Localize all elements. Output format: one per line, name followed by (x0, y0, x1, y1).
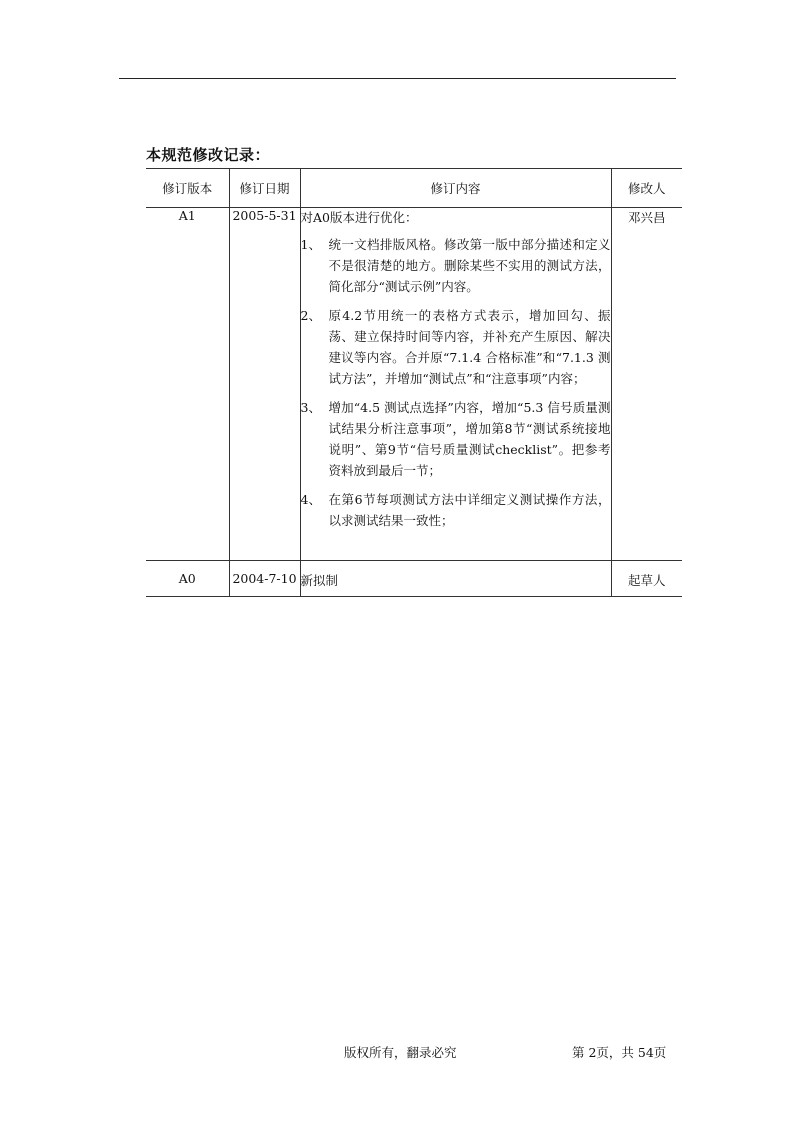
table-row (146, 561, 682, 597)
table-row (146, 208, 682, 561)
list-item (301, 305, 611, 389)
cell-author: 邓兴昌 (611, 208, 682, 561)
list-item (301, 489, 611, 531)
list-item (301, 397, 611, 481)
table-header-row (146, 169, 682, 208)
section-title: 本规范修改记录： (146, 146, 271, 164)
cell-content (300, 208, 611, 561)
header-rule (119, 78, 676, 79)
item-text: 统一文档排版风格。修改第一版中部分描述和定义不是很清楚的地方。删除某些不实用的测试方法，简化部分“测试示例”内容。 (328, 237, 611, 294)
revision-table (146, 168, 682, 597)
item-text: 原4.2节用统一的表格方式表示，增加回勾、振荡、建立保持时间等内容，并补充产生原因、解决建议等内容。合并原“7.1.4 合格标准”和“7.1.3 测试方法”，并增加“测试点”和“注意事项”内容； (328, 308, 611, 386)
cell-content: 新拟制 (300, 561, 611, 597)
footer-page-info: 第 2页，共 54页 (572, 1045, 667, 1060)
cell-version: A0 (146, 561, 229, 597)
cell-author: 起草人 (611, 561, 682, 597)
header-content: 修订内容 (300, 169, 611, 208)
footer-copyright: 版权所有，翻录必究 (344, 1045, 457, 1060)
revision-item-list (301, 234, 611, 531)
item-number: 4、 (300, 492, 321, 507)
cell-date: 2005-5-31 (229, 208, 300, 561)
cell-version: A1 (146, 208, 229, 561)
header-date: 修订日期 (229, 169, 300, 208)
content-intro: 对A0版本进行优化： (300, 210, 418, 225)
item-number: 1、 (300, 237, 321, 252)
list-item (301, 234, 611, 297)
cell-date: 2004-7-10 (229, 561, 300, 597)
item-number: 2、 (300, 308, 321, 323)
item-text: 增加“4.5 测试点选择”内容，增加“5.3 信号质量测试结果分析注意事项”，增加第8节“测试系统接地说明”、第9节“信号质量测试checklist”。把参考资料放到最后一节； (328, 400, 611, 478)
header-author: 修改人 (611, 169, 682, 208)
header-version: 修订版本 (146, 169, 229, 208)
item-text: 在第6节每项测试方法中详细定义测试操作方法，以求测试结果一致性； (328, 492, 611, 528)
item-number: 3、 (300, 400, 321, 415)
